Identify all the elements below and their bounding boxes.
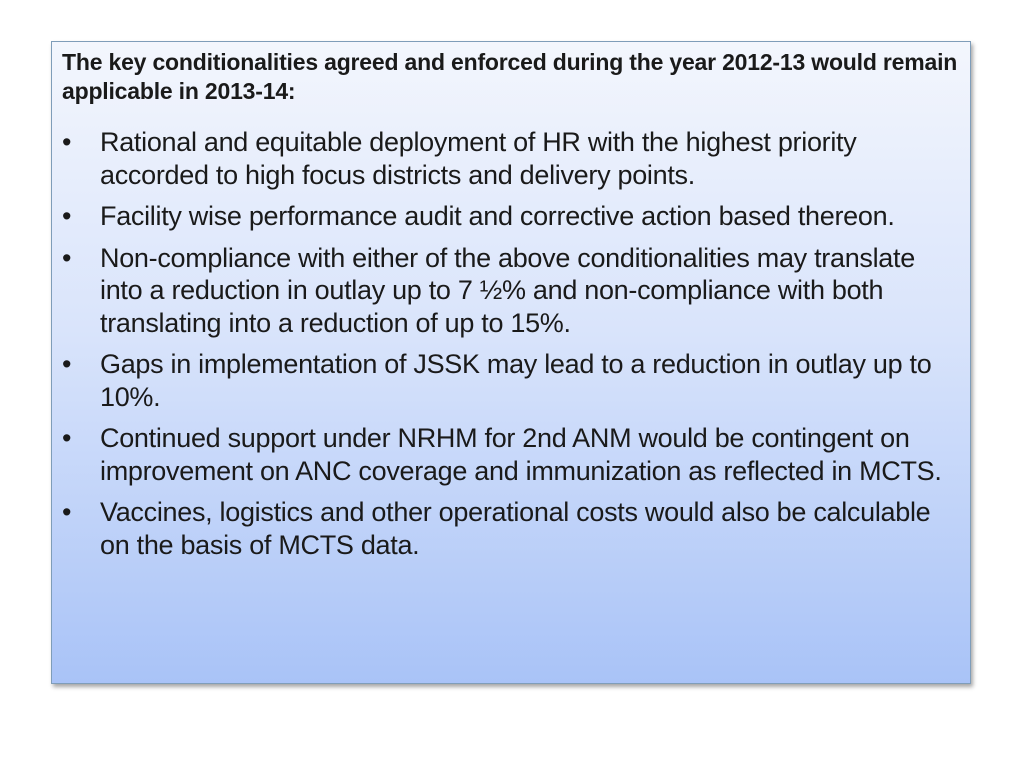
bullet-item-hr-deployment [62, 126, 960, 191]
bullet-icon: • [62, 242, 72, 273]
bullet-text: Facility wise performance audit and corrective action based thereon. [100, 201, 895, 231]
bullet-list [62, 126, 960, 561]
bullet-item-performance-audit [62, 200, 960, 233]
bullet-text: Continued support under NRHM for 2nd ANM would be contingent on improvement on ANC coverage and immunization as reflected in MCTS. [100, 423, 942, 486]
bullet-icon: • [62, 201, 72, 231]
bullet-text: Vaccines, logistics and other operational costs would also be calculable on the basis of MCTS data. [100, 497, 931, 560]
bullet-text: Gaps in implementation of JSSK may lead to a reduction in outlay up to 10%. [100, 349, 932, 412]
bullet-item-2nd-anm [62, 422, 960, 487]
slide-heading: The key conditionalities agreed and enforced during the year 2012-13 would remain applicable in 2013-14: [62, 49, 958, 104]
bullet-item-mcts-costs [62, 496, 960, 561]
bullet-text: Rational and equitable deployment of HR with the highest priority accorded to high focus districts and delivery points. [100, 127, 857, 190]
bullet-icon: • [62, 423, 72, 453]
content-box [51, 41, 971, 684]
bullet-item-jssk-gaps [62, 348, 960, 413]
bullet-icon: • [62, 497, 72, 527]
bullet-item-non-compliance [62, 242, 960, 340]
bullet-icon: • [62, 127, 72, 157]
bullet-icon: • [62, 349, 72, 379]
bullet-text: Non-compliance with either of the above conditionalities may translate into a reduction in outlay up to 7 ½% and non-compliance with both translating into a reduction of up to 15%. [100, 242, 915, 338]
